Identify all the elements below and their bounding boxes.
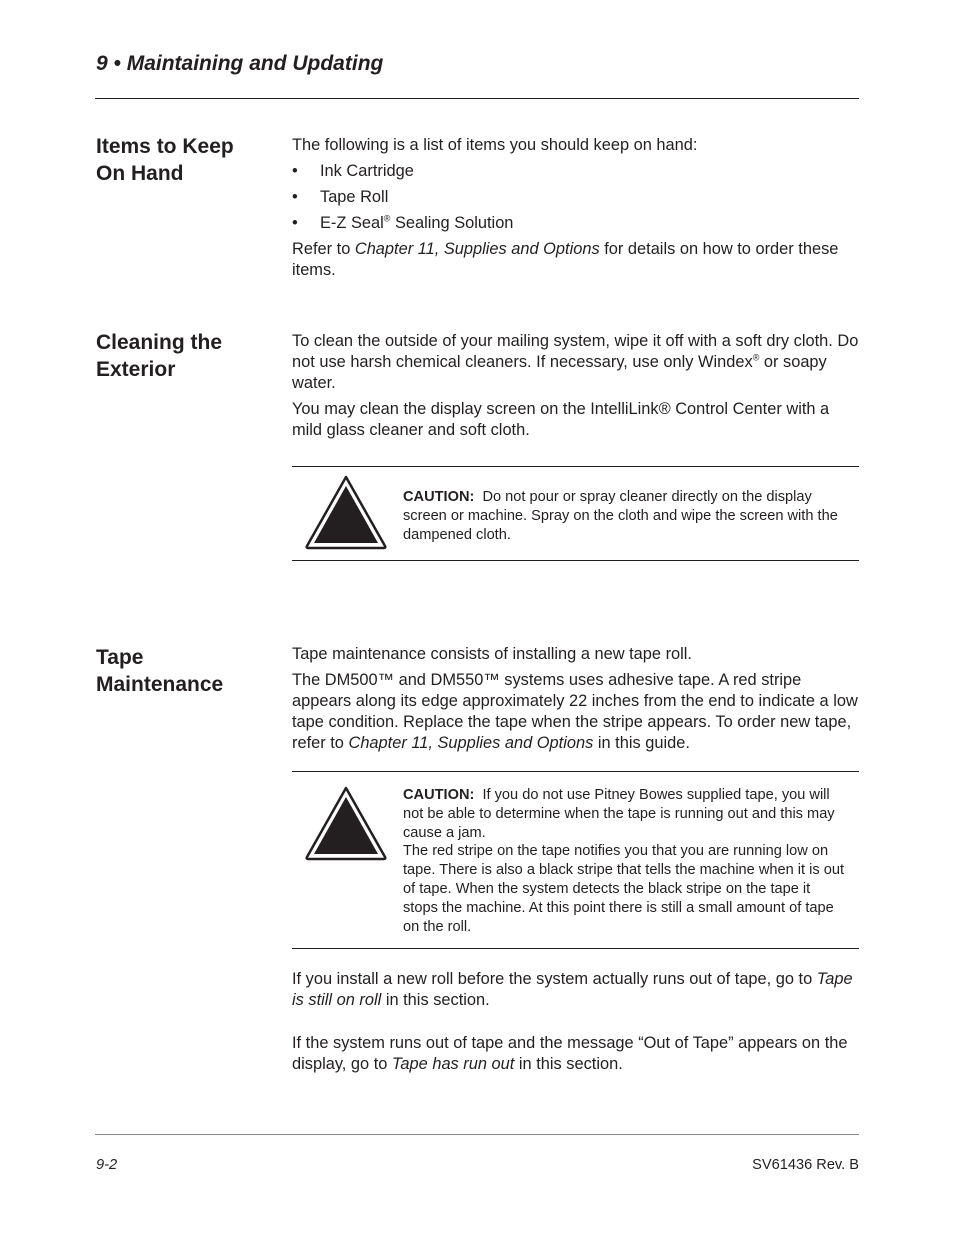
items-body <box>292 135 862 281</box>
cleaning-p1-part1: To clean the outside of your mailing system, wipe it off with a soft dry cloth. Do not use harsh chemical cleaners. If necessary, use only Windex <box>292 332 859 371</box>
list-item <box>292 213 862 239</box>
tape-heading <box>96 644 276 698</box>
items-list <box>292 161 862 239</box>
list-item <box>292 187 862 213</box>
doc-id: SV61436 Rev. B <box>752 1157 859 1173</box>
warning-triangle-icon <box>304 474 388 550</box>
tape-p2 <box>292 670 862 754</box>
caution-label: CAUTION: <box>403 787 475 803</box>
items-heading-line2: On Hand <box>96 162 184 185</box>
refer-prefix: Refer to <box>292 240 355 258</box>
cleaning-heading-line1: Cleaning the <box>96 331 223 354</box>
tape-p4 <box>292 1033 862 1075</box>
page-number: 9-2 <box>96 1157 118 1173</box>
refer-chapter-link-text: Chapter 11, Supplies and Options <box>354 240 600 258</box>
list-item-suffix: Sealing Solution <box>390 214 514 232</box>
tape-p4-suffix: in this section. <box>514 1055 623 1073</box>
caution-message-1-text: If you do not use Pitney Bowes supplied tape, you will not be able to determine when the tape is running out and this may cause a jam. <box>403 787 835 841</box>
caution-text-tape <box>403 786 848 936</box>
header-rule <box>95 98 859 99</box>
list-item-text: Ink Cartridge <box>320 162 414 180</box>
list-item <box>292 161 862 187</box>
caution-text-cleaning <box>403 488 848 544</box>
items-intro: The following is a list of items you should keep on hand: <box>292 136 698 154</box>
tape-p3-prefix: If you install a new roll before the system actually runs out of tape, go to <box>292 970 817 988</box>
tape-p1: Tape maintenance consists of installing a new tape roll. <box>292 645 692 663</box>
tape-p2-prefix: The DM500™ and DM550™ systems uses adhesive tape. A red stripe appears along its edge approximately 22 inches from the end to indicate a low tape condition. Replace the tape when the stripe appears. To order new tape, refer to <box>292 671 858 752</box>
refer-suffix: for details on how to order these items. <box>292 240 839 279</box>
bullet: • <box>292 188 298 206</box>
bullet: • <box>292 214 298 232</box>
tape-p4-ref: Tape has run out <box>391 1055 515 1073</box>
caution-message-2: The red stripe on the tape notifies you that you are running low on tape. There is also a black stripe that tells the machine when it is out of tape. When the system detects the black stripe on the tape it stops the machine. At this point there is still a small amount of tape on the roll. <box>403 843 845 935</box>
items-heading-line1: Items to Keep <box>96 135 234 158</box>
tape-heading-line1: Tape <box>96 646 144 669</box>
tape-p3-ref: Tape is still on roll <box>292 970 853 1009</box>
cleaning-p1-part2: or soapy water. <box>292 353 827 392</box>
caution-box-tape <box>292 771 859 949</box>
tape-followup <box>292 969 862 1075</box>
caution-box-cleaning <box>292 466 859 561</box>
tape-heading-line2: Maintenance <box>96 673 224 696</box>
list-item-text: E-Z Seal <box>320 214 384 232</box>
registered-mark: ® <box>383 213 391 224</box>
tape-p2-suffix: in this guide. <box>593 734 690 752</box>
tape-p3 <box>292 969 862 1011</box>
list-item-text: Tape Roll <box>320 188 389 206</box>
cleaning-heading-line2: Exterior <box>96 358 176 381</box>
footer-rule <box>95 1134 859 1135</box>
tape-p2-chapter-ref: Chapter 11, Supplies and Options <box>348 734 594 752</box>
bullet: • <box>292 162 298 180</box>
cleaning-heading <box>96 329 276 383</box>
registered-mark: ® <box>752 352 760 363</box>
cleaning-p2: You may clean the display screen on the IntelliLink® Control Center with a mild glass cleaner and soft cloth. <box>292 400 830 439</box>
warning-triangle-icon <box>304 785 388 861</box>
items-heading <box>96 133 276 187</box>
tape-p3-suffix: in this section. <box>381 991 490 1009</box>
items-refer <box>292 239 862 281</box>
caution-label: CAUTION: <box>403 489 475 505</box>
caution-message-1 <box>403 786 848 842</box>
cleaning-p1 <box>292 331 862 394</box>
tape-body <box>292 644 862 754</box>
caution-message: Do not pour or spray cleaner directly on the display screen or machine. Spray on the cloth and wipe the screen with the dampened cloth. <box>403 489 838 543</box>
cleaning-body <box>292 331 862 441</box>
tape-p4-prefix: If the system runs out of tape and the message “Out of Tape” appears on the display, go to <box>292 1034 848 1073</box>
chapter-title: 9 • Maintaining and Updating <box>96 52 384 75</box>
